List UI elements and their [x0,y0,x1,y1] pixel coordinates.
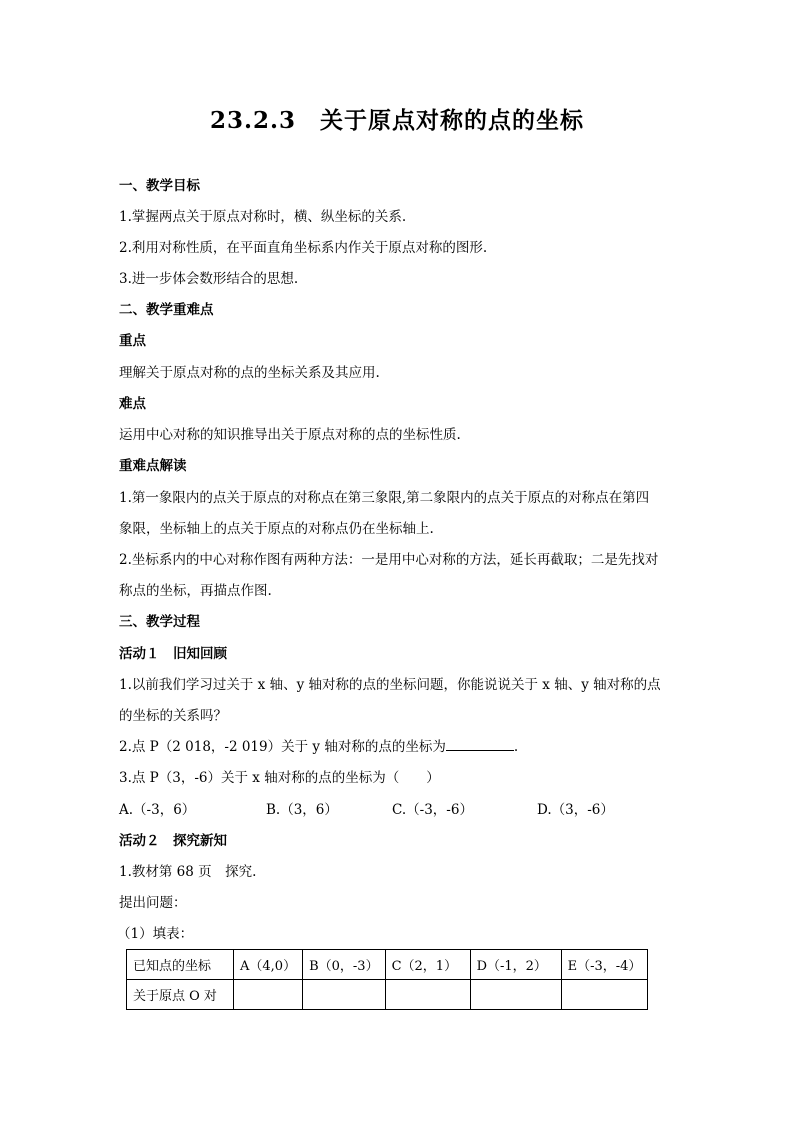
table-answer-cell[interactable] [561,980,648,1010]
goal-item-2: 2.利用对称性质，在平面直角坐标系内作关于原点对称的图形. [119,240,488,256]
interpretation-2-line-2: 称点的坐标，再描点作图. [119,583,272,599]
table-answer-cell[interactable] [303,980,386,1010]
page-title: 23.2.3 关于原点对称的点的坐标 [209,107,585,134]
section-teaching-process-heading: 三、教学过程 [119,614,200,630]
table-cell-point-e: E（-3，-4） [561,950,648,980]
option-a: A.（-3，6） [119,802,196,818]
table-row [127,980,648,1010]
question-2-text: 2.点 P（2 018，-2 019）关于 y 轴对称的点的坐标为 [119,739,446,755]
answer-blank[interactable] [446,738,514,751]
table-header-cell: 已知点的坐标 [127,950,234,980]
table-answer-cell[interactable] [234,980,303,1010]
section-key-points-heading: 二、教学重难点 [119,302,214,318]
question-2-period: . [513,739,519,755]
key-point-text: 理解关于原点对称的点的坐标关系及其应用. [119,365,380,381]
table-cell-point-a: A（4,0） [234,950,303,980]
table-row-label: 关于原点 O 对 [127,980,234,1010]
activity-2-line-1: 1.教材第 68 页 探究. [119,864,257,880]
table-cell-point-b: B（0，-3） [303,950,386,980]
interpretation-heading: 重难点解读 [119,458,187,474]
activity-2-line-2: 提出问题： [119,895,187,911]
activity-2-heading: 活动２ 探究新知 [119,833,227,849]
interpretation-1-line-1: 1.第一象限内的点关于原点的对称点在第三象限,第二象限内的点关于原点的对称点在第四 [119,490,650,506]
goal-item-3: 3.进一步体会数形结合的思想. [119,271,299,287]
table-answer-cell[interactable] [385,980,470,1010]
activity-2-line-3: （1）填表： [117,926,194,942]
interpretation-2-line-1: 2.坐标系内的中心对称作图有两种方法：一是用中心对称的方法，延长再截取；二是先找对 [119,552,659,568]
coordinate-table [126,949,648,1010]
option-b: B.（3，6） [266,802,338,818]
activity-1-heading: 活动１ 旧知回顾 [119,646,227,662]
activity-1-question-2 [119,738,518,756]
section-teaching-goals-heading: 一、教学目标 [119,178,200,194]
table-cell-point-d: D（-1，2） [470,950,561,980]
activity-1-question-1-line-1: 1.以前我们学习过关于 x 轴、y 轴对称的点的坐标问题，你能说说关于 x 轴、y 轴对称的点 [119,677,661,693]
key-point-heading: 重点 [119,333,146,349]
interpretation-1-line-2: 象限，坐标轴上的点关于原点的对称点仍在坐标轴上. [119,521,434,537]
table-row [127,950,648,980]
activity-1-question-3: 3.点 P（3，-6）关于 x 轴对称的点的坐标为（ ） [119,770,440,786]
option-c: C.（-3，-6） [392,802,473,818]
difficult-point-text: 运用中心对称的知识推导出关于原点对称的点的坐标性质. [119,427,461,443]
option-d: D.（3，-6） [537,802,614,818]
table-cell-point-c: C（2，1） [385,950,470,980]
difficult-point-heading: 难点 [119,396,146,412]
activity-1-question-1-line-2: 的坐标的关系吗？ [119,708,227,724]
table-answer-cell[interactable] [470,980,561,1010]
goal-item-1: 1.掌握两点关于原点对称时，横、纵坐标的关系. [119,209,407,225]
